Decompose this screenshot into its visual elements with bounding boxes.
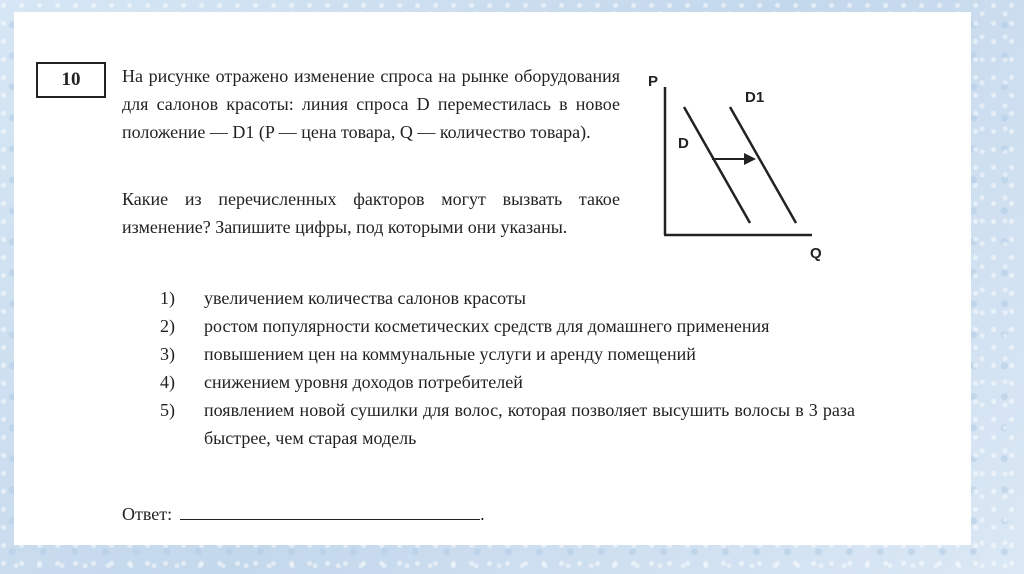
option-item [160, 312, 855, 340]
task-question-text: Какие из перечисленных факторов могут вызвать такое изменение? Запишите цифры, под которыми они указаны. [122, 189, 620, 237]
option-text: появлением новой сушилки для волос, которая позволяет высушить волосы в 3 раза быстрее, чем старая модель [204, 400, 855, 448]
shift-arrow-head [744, 153, 756, 165]
option-item [160, 284, 855, 312]
option-number: 4) [160, 372, 175, 392]
demand-curve-d-label: D [678, 135, 689, 152]
option-number: 5) [160, 400, 175, 420]
demand-shift-diagram [640, 62, 860, 267]
answer-end: . [480, 504, 485, 524]
task-intro-text: На рисунке отражено изменение спроса на рынке оборудования для салонов красоты: линия спроса D переместилась в новое положение — D1 (P — цена товара, Q — количество товара). [122, 66, 620, 142]
option-text: ростом популярности косметических средств для домашнего применения [204, 316, 770, 336]
option-item [160, 396, 855, 452]
option-number: 1) [160, 288, 175, 308]
x-axis-label: Q [810, 245, 822, 262]
answer-line[interactable] [180, 501, 480, 520]
option-text: повышением цен на коммунальные услуги и аренду помещений [204, 344, 696, 364]
option-number: 2) [160, 316, 175, 336]
y-axis-label: P [648, 73, 659, 90]
option-number: 3) [160, 344, 175, 364]
options-list [160, 284, 855, 452]
answer-label: Ответ: [122, 504, 173, 524]
option-item [160, 368, 855, 396]
option-text: снижением уровня доходов потребителей [204, 372, 523, 392]
option-text: увеличением количества салонов красоты [204, 288, 526, 308]
task-number-box [36, 62, 106, 98]
demand-curve-d1-label: D1 [745, 89, 765, 106]
option-item [160, 340, 855, 368]
task-number: 10 [61, 69, 81, 90]
answer-row [122, 500, 485, 528]
